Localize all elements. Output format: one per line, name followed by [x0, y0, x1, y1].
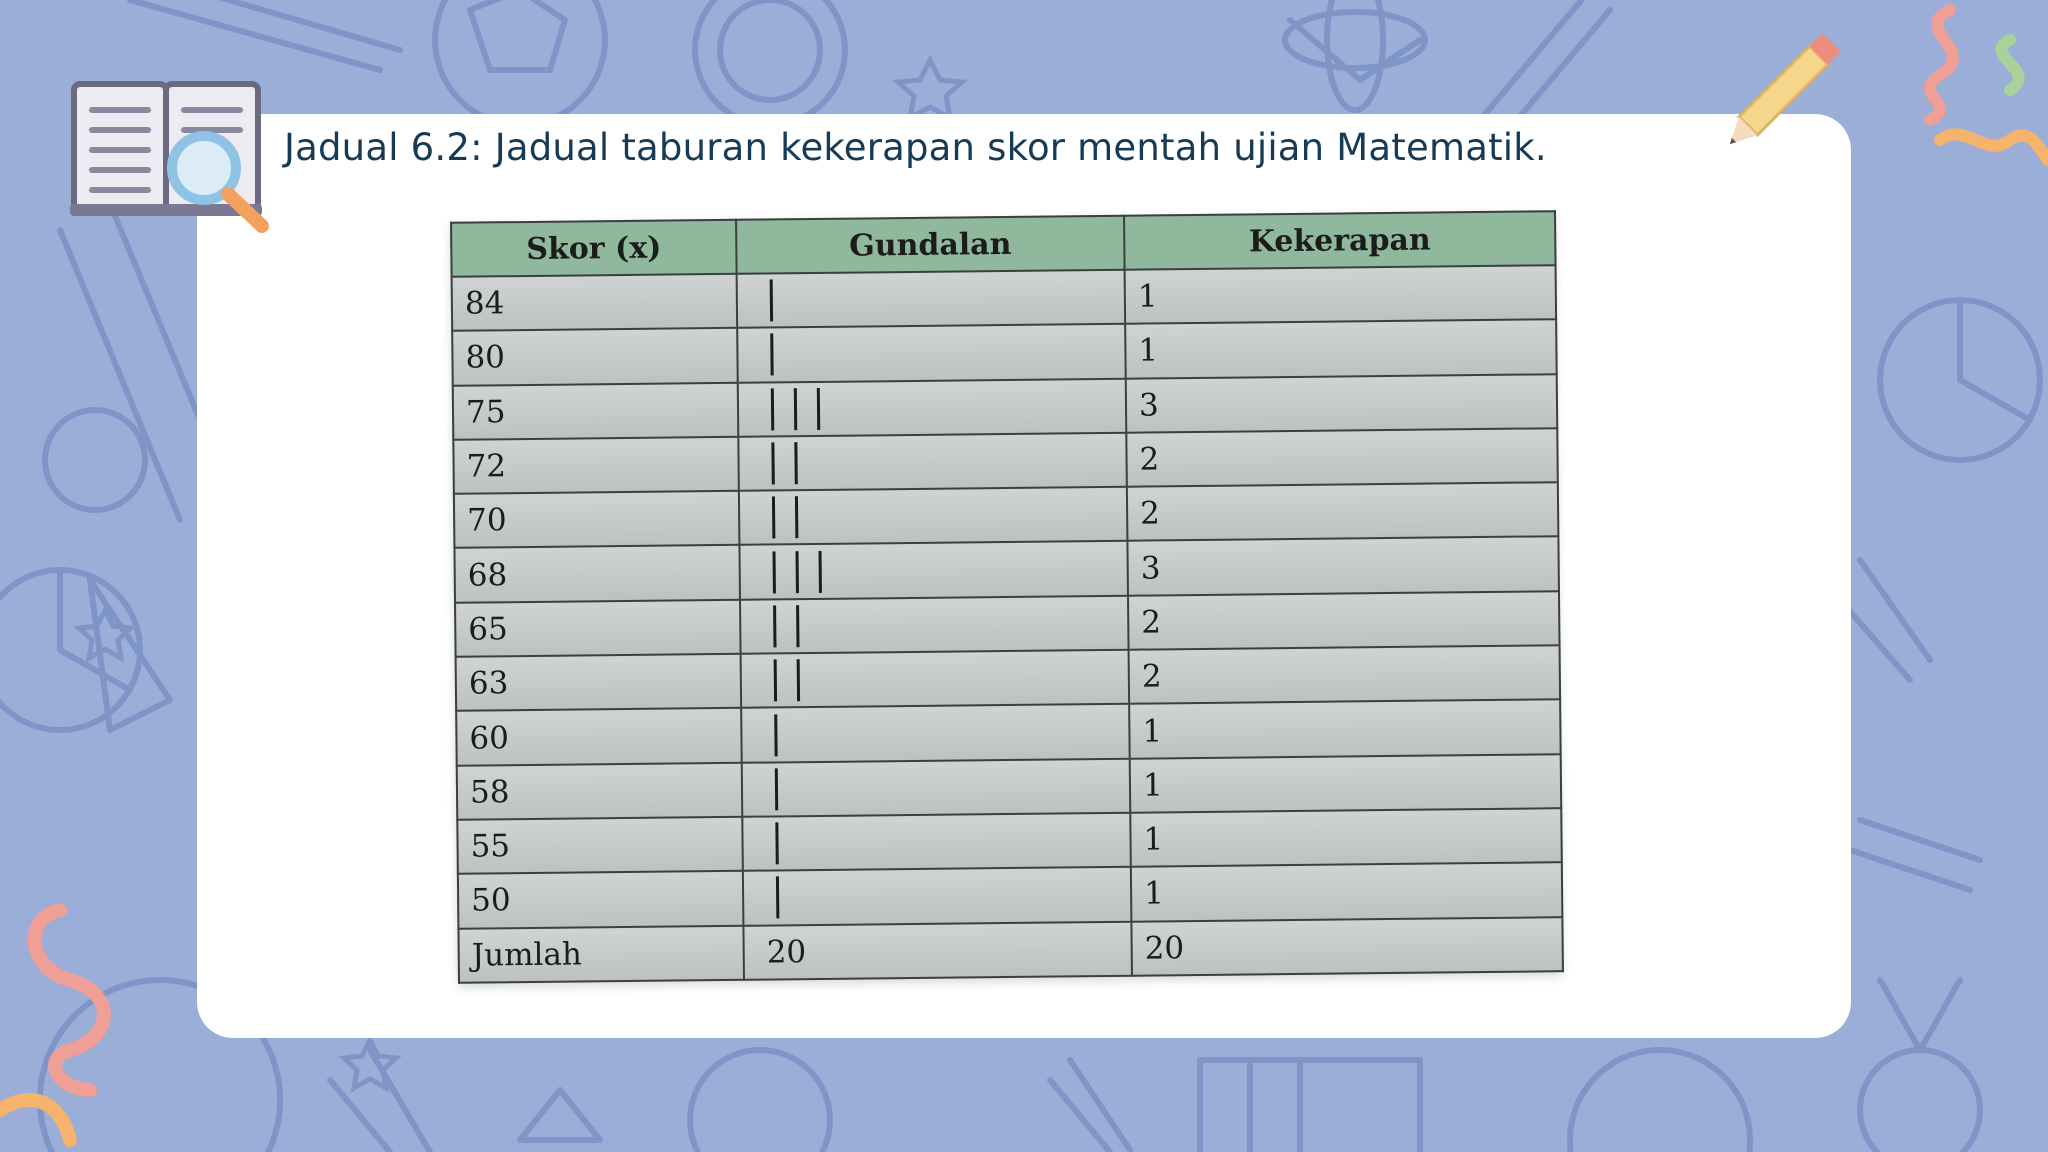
- cell-skor: 70: [454, 491, 740, 548]
- table-total-row: [458, 917, 1563, 983]
- cell-skor: 58: [457, 762, 743, 819]
- tally-marks: [751, 434, 1126, 490]
- cell-gundalan: [742, 758, 1131, 816]
- tally-mark: [773, 605, 776, 647]
- page-title: Jadual 6.2: Jadual taburan kekerapan skor mentah ujian Matematik.: [284, 126, 1547, 169]
- pencil-icon: [1712, 12, 1862, 162]
- tally-mark: [774, 660, 777, 702]
- cell-gundalan: [739, 541, 1128, 599]
- cell-total-label: Jumlah: [458, 925, 744, 982]
- cell-skor: 65: [455, 600, 741, 657]
- cell-gundalan: [737, 324, 1126, 382]
- tally-mark: [775, 823, 778, 865]
- cell-gundalan: [738, 433, 1127, 491]
- squiggle-decoration-icon: [1870, 0, 2048, 190]
- cell-kekerapan: 1: [1131, 862, 1563, 921]
- cell-skor: 55: [457, 817, 743, 874]
- tally-marks: [752, 488, 1127, 544]
- cell-skor: 63: [456, 654, 742, 711]
- cell-total-kekerapan: 20: [1131, 917, 1563, 976]
- tally-mark: [773, 551, 776, 593]
- book-magnifier-icon: [70, 76, 276, 236]
- cell-skor: 68: [454, 545, 740, 602]
- tally-marks: [750, 271, 1125, 327]
- tally-marks: [752, 542, 1127, 598]
- tally-mark: [776, 877, 779, 919]
- cell-kekerapan: 3: [1126, 374, 1558, 433]
- tally-marks: [754, 705, 1129, 761]
- tally-mark: [775, 768, 778, 810]
- cell-kekerapan: 1: [1130, 808, 1562, 867]
- header-kekerapan: Kekerapan: [1124, 211, 1556, 270]
- tally-mark: [772, 497, 775, 539]
- tally-mark: [817, 388, 820, 430]
- tally-mark: [774, 714, 777, 756]
- cell-kekerapan: 3: [1127, 537, 1559, 596]
- tally-marks: [755, 759, 1130, 815]
- tally-marks: [753, 597, 1128, 653]
- header-skor: Skor (x): [451, 220, 737, 277]
- cell-kekerapan: 1: [1125, 320, 1557, 379]
- cell-skor: 60: [456, 708, 742, 765]
- cell-skor: 75: [453, 382, 739, 439]
- cell-kekerapan: 2: [1127, 482, 1559, 541]
- cell-kekerapan: 1: [1130, 754, 1562, 813]
- cell-gundalan: [738, 378, 1127, 436]
- cell-total-gundalan: 20: [743, 921, 1132, 979]
- tally-marks: [754, 651, 1129, 707]
- cell-kekerapan: 2: [1129, 645, 1561, 704]
- tally-mark: [771, 442, 774, 484]
- tally-mark: [797, 659, 800, 701]
- tally-mark: [771, 388, 774, 430]
- cell-kekerapan: 2: [1126, 428, 1558, 487]
- cell-skor: 50: [458, 871, 744, 928]
- tally-mark: [796, 605, 799, 647]
- cell-kekerapan: 1: [1125, 265, 1557, 324]
- cell-gundalan: [742, 813, 1131, 871]
- tally-marks: [751, 379, 1126, 435]
- tally-marks: [755, 814, 1130, 870]
- tally-marks: [750, 325, 1125, 381]
- cell-skor: 72: [453, 437, 739, 494]
- cell-gundalan: [741, 650, 1130, 708]
- tally-mark: [819, 551, 822, 593]
- tally-mark: [794, 442, 797, 484]
- tally-marks: [756, 868, 1131, 924]
- squiggle-decoration-icon: [0, 890, 150, 1152]
- cell-kekerapan: 1: [1129, 700, 1561, 759]
- tally-mark: [770, 334, 773, 376]
- cell-kekerapan: 2: [1128, 591, 1560, 650]
- header-gundalan: Gundalan: [736, 216, 1125, 274]
- cell-gundalan: [737, 270, 1126, 328]
- cell-gundalan: [741, 704, 1130, 762]
- table-photo: [450, 210, 1562, 984]
- frequency-table: [450, 210, 1564, 984]
- cell-gundalan: [739, 487, 1128, 545]
- tally-mark: [794, 388, 797, 430]
- cell-skor: 80: [452, 328, 738, 385]
- cell-gundalan: [743, 867, 1132, 925]
- cell-skor: 84: [452, 274, 738, 331]
- tally-mark: [795, 497, 798, 539]
- tally-mark: [770, 280, 773, 322]
- tally-mark: [796, 551, 799, 593]
- cell-gundalan: [740, 596, 1129, 654]
